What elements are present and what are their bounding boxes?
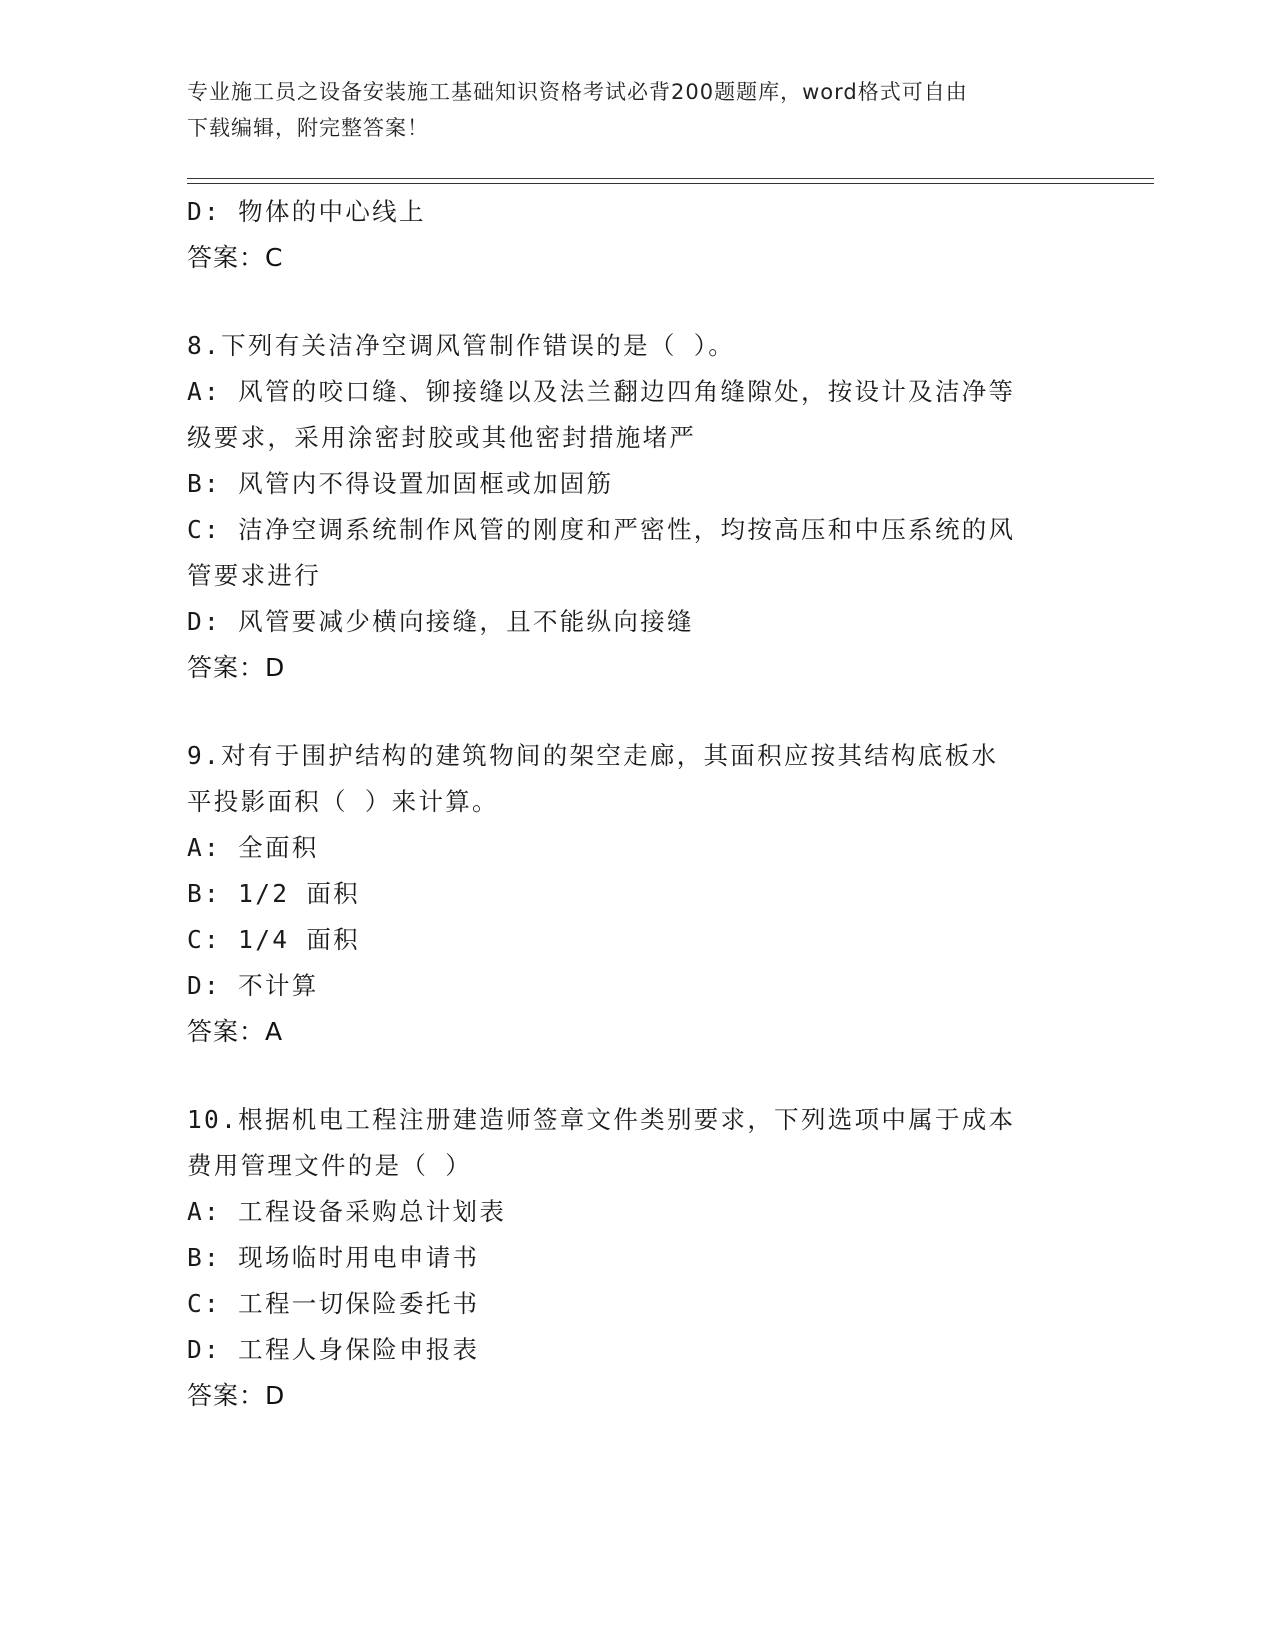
option-a-continued: 级要求，采用涂密封胶或其他密封措施堵严 — [187, 423, 697, 452]
header-line-1: 专业施工员之设备安装施工基础知识资格考试必背200题题库，word格式可自由 — [187, 80, 968, 104]
question-list — [187, 189, 1087, 1419]
option-a: A: 工程设备采购总计划表 — [187, 1197, 507, 1226]
option-c: C: 工程一切保险委托书 — [187, 1289, 480, 1318]
option-d: D: 不计算 — [187, 971, 319, 1000]
option-b: B: 现场临时用电申请书 — [187, 1243, 480, 1272]
answer-label: 答案：D — [187, 653, 286, 682]
question-stem: 10.根据机电工程注册建造师签章文件类别要求，下列选项中属于成本 — [187, 1105, 1016, 1134]
option-d: D: 风管要减少横向接缝，且不能纵向接缝 — [187, 607, 694, 636]
header-line-2: 下载编辑，附完整答案！ — [187, 116, 429, 140]
question-stem-continued: 费用管理文件的是（ ） — [187, 1151, 473, 1180]
option-a: A: 全面积 — [187, 833, 319, 862]
option-b: B: 风管内不得设置加固框或加固筋 — [187, 469, 614, 498]
document-header — [187, 74, 1067, 146]
answer-label: 答案：C — [187, 243, 284, 272]
question-stem-continued: 平投影面积（ ）来计算。 — [187, 787, 499, 816]
option-c: C: 洁净空调系统制作风管的刚度和严密性，均按高压和中压系统的风 — [187, 515, 1016, 544]
option-d: D: 工程人身保险申报表 — [187, 1335, 480, 1364]
question-8 — [187, 323, 1087, 691]
question-7-tail — [187, 189, 1087, 281]
question-9 — [187, 733, 1087, 1055]
question-stem: 9.对有于围护结构的建筑物间的架空走廊，其面积应按其结构底板水 — [187, 741, 999, 770]
answer-label: 答案：A — [187, 1017, 284, 1046]
header-divider-bottom — [187, 183, 1154, 184]
header-divider-top — [187, 178, 1154, 179]
option-c-continued: 管要求进行 — [187, 561, 321, 590]
question-stem: 8.下列有关洁净空调风管制作错误的是（ ）。 — [187, 331, 736, 360]
option-b: B: 1/2 面积 — [187, 879, 360, 908]
option-c: C: 1/4 面积 — [187, 925, 360, 954]
answer-label: 答案：D — [187, 1381, 286, 1410]
option-a: A: 风管的咬口缝、铆接缝以及法兰翻边四角缝隙处，按设计及洁净等 — [187, 377, 1016, 406]
question-10 — [187, 1097, 1087, 1419]
option-d: D: 物体的中心线上 — [187, 197, 426, 226]
